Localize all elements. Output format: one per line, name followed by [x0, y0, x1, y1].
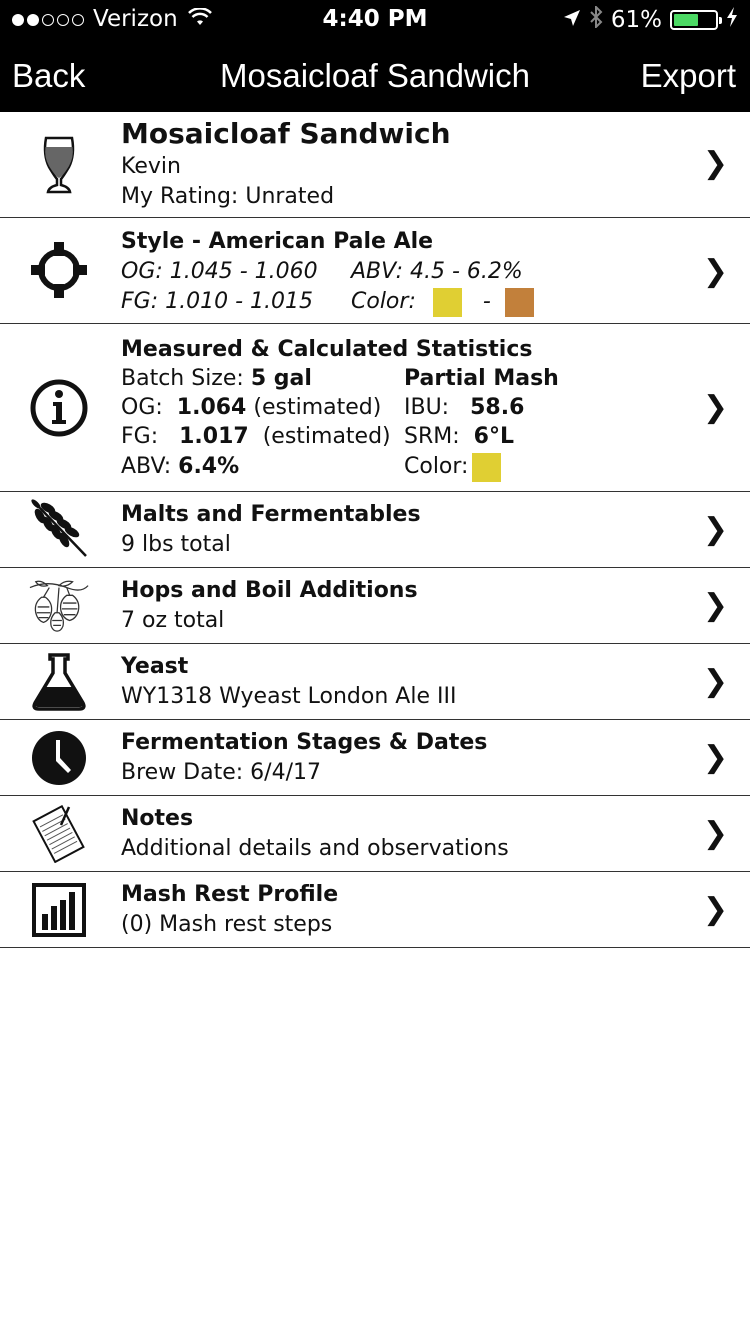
clock-icon [28, 728, 90, 788]
location-arrow-icon [563, 7, 581, 33]
chevron-right-icon: ❯ [702, 146, 728, 181]
ibu-label: IBU: [404, 395, 450, 420]
style-fg-range: FG: 1.010 - 1.015 [121, 289, 313, 314]
section-subtitle: Additional details and observations [121, 836, 509, 861]
style-color-dash: - [482, 289, 491, 314]
section-title: Yeast [121, 654, 189, 679]
chevron-right-icon: ❯ [702, 892, 728, 927]
beer-glass-icon [28, 130, 90, 200]
flask-icon [28, 652, 90, 712]
section-subtitle: WY1318 Wyeast London Ale III [121, 684, 457, 709]
crosshair-icon [28, 238, 90, 302]
section-subtitle: Brew Date: 6/4/17 [121, 760, 321, 785]
chevron-right-icon: ❯ [702, 740, 728, 775]
batch-size-value: 5 gal [250, 366, 312, 391]
section-subtitle: 9 lbs total [121, 532, 231, 557]
style-row[interactable] [0, 218, 750, 324]
recipe-row[interactable] [0, 112, 750, 218]
ibu-value: 58.6 [470, 395, 525, 420]
fg-label: FG: [121, 424, 159, 449]
stats-heading: Measured & Calculated Statistics [121, 337, 533, 362]
srm-label: SRM: [404, 424, 460, 449]
recipe-brewer: Kevin [121, 154, 181, 179]
og-label: OG: [121, 395, 163, 420]
carrier-name: Verizon [93, 6, 178, 32]
wheat-icon [28, 498, 90, 560]
chevron-right-icon: ❯ [702, 254, 728, 289]
recipe-rating [121, 182, 690, 212]
style-og-range: OG: 1.045 - 1.060 [121, 259, 318, 284]
rating-value: Unrated [245, 184, 335, 209]
batch-size-label: Batch Size: [121, 366, 244, 391]
notepad-icon [28, 804, 90, 864]
chevron-right-icon: ❯ [702, 512, 728, 547]
export-button[interactable]: Export [640, 57, 736, 94]
mash-type: Partial Mash [404, 366, 559, 391]
bluetooth-icon [589, 6, 603, 34]
chevron-right-icon: ❯ [702, 588, 728, 623]
abv-value: 6.4% [178, 454, 240, 479]
charging-bolt-icon [726, 7, 738, 33]
back-button[interactable]: Back [12, 57, 86, 94]
bar-chart-icon [28, 880, 90, 940]
hops-row[interactable] [0, 568, 750, 644]
hops-icon [28, 574, 90, 636]
yeast-row[interactable] [0, 644, 750, 720]
section-title: Mash Rest Profile [121, 882, 339, 907]
chevron-right-icon: ❯ [702, 390, 728, 425]
recipe-name: Mosaicloaf Sandwich [121, 117, 451, 150]
color-swatch [472, 453, 501, 482]
info-icon [28, 376, 90, 440]
section-title: Notes [121, 806, 194, 831]
color-label: Color: [404, 454, 469, 479]
style-color-high-swatch [505, 288, 534, 317]
section-title: Hops and Boil Additions [121, 578, 418, 603]
malts-row[interactable] [0, 492, 750, 568]
fg-value: 1.017 [179, 424, 249, 449]
chevron-right-icon: ❯ [702, 816, 728, 851]
og-note: (estimated) [253, 395, 382, 420]
battery-percent: 61% [610, 7, 662, 33]
chevron-right-icon: ❯ [702, 664, 728, 699]
srm-value: 6°L [473, 424, 514, 449]
style-abv-range: ABV: 4.5 - 6.2% [351, 259, 523, 284]
style-heading: Style - American Pale Ale [121, 229, 434, 254]
fermentation-row[interactable] [0, 720, 750, 796]
fg-note: (estimated) [262, 424, 391, 449]
status-bar [0, 0, 750, 40]
recipe-detail-list [0, 112, 750, 948]
battery-icon [670, 10, 718, 30]
section-subtitle: 7 oz total [121, 608, 225, 633]
section-title: Malts and Fermentables [121, 502, 421, 527]
mash-rest-row[interactable] [0, 872, 750, 948]
section-title: Fermentation Stages & Dates [121, 730, 488, 755]
style-color-low-swatch [433, 288, 462, 317]
abv-label: ABV: [121, 454, 172, 479]
og-value: 1.064 [176, 395, 247, 420]
nav-title: Mosaicloaf Sandwich [220, 57, 530, 94]
style-color-range [351, 287, 534, 317]
navigation-bar [0, 40, 750, 112]
statistics-row[interactable] [0, 324, 750, 492]
status-time: 4:40 PM [322, 6, 428, 32]
notes-row[interactable] [0, 796, 750, 872]
section-subtitle: (0) Mash rest steps [121, 912, 333, 937]
style-color-label: Color: [351, 289, 416, 314]
rating-label: My Rating: [121, 184, 239, 209]
